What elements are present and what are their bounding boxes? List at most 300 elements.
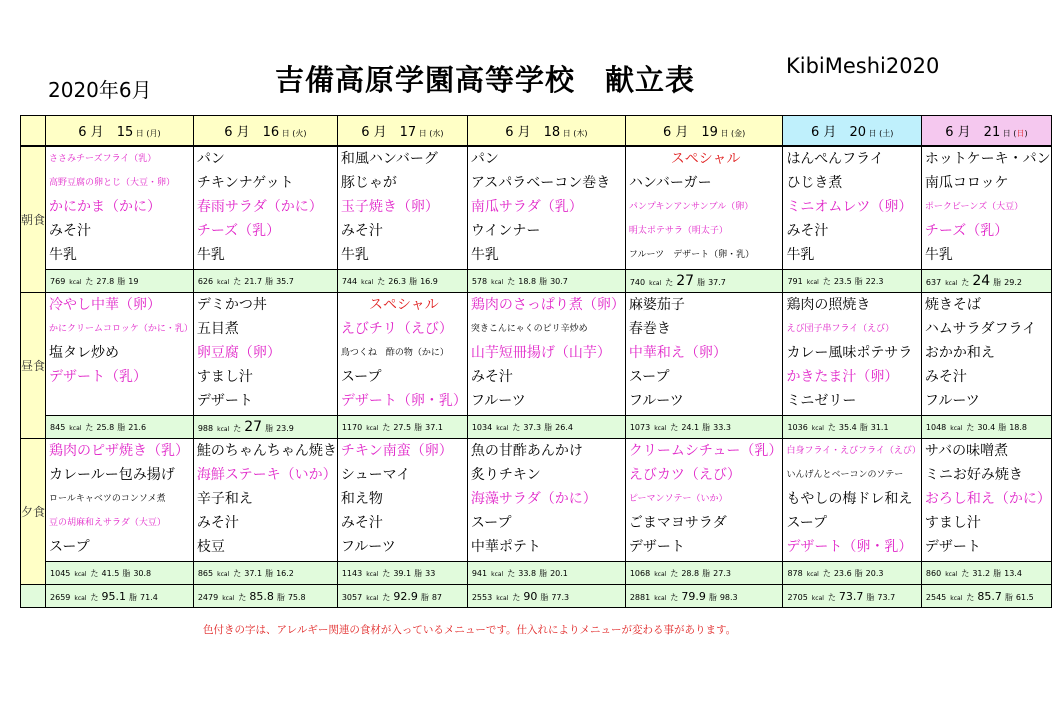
day-header: 6 月 18 日 (木) [467, 116, 625, 147]
protein-unit: た [512, 422, 521, 432]
fat-unit: 脂 [276, 592, 285, 602]
menu-item: スープ [340, 369, 382, 385]
brand-label: KibiMeshi2020 [786, 54, 940, 78]
weekday: 木 [576, 129, 585, 138]
fat-unit: 脂 [866, 592, 875, 602]
kcal-unit: kcal [945, 280, 958, 287]
fat-unit: 脂 [1004, 592, 1013, 602]
menu-item: えびカツ（えび） [628, 467, 741, 483]
menu-item: 山芋短冊揚げ（山芋） [470, 345, 611, 361]
day-number: 17 [399, 125, 417, 140]
fat-unit: 脂 [409, 276, 418, 286]
protein-unit: た [665, 278, 674, 287]
kcal-value: 1170 [341, 422, 363, 432]
kcal-unit: kcal [806, 570, 819, 578]
menu-item: 麻婆茄子 [628, 297, 685, 313]
menu-item: スープ [470, 515, 512, 531]
menu-cell [625, 146, 783, 270]
kcal-value: 1143 [341, 568, 363, 578]
menu-item: 牛乳 [924, 247, 953, 263]
protein-unit: た [822, 568, 831, 578]
menu-item: はんぺんフライ [786, 151, 884, 167]
menu-item: ポークビーンズ（大豆） [924, 202, 1024, 212]
protein-value: 37.3 [523, 422, 542, 432]
kcal-unit: kcal [950, 424, 963, 432]
year-month: 2020年6月 [48, 78, 152, 102]
menu-item [46, 389, 193, 413]
weekday: 水 [432, 129, 441, 138]
menu-item: おかか和え [924, 345, 995, 361]
menu-item: デミかつ丼 [196, 297, 267, 313]
protein-unit: た [966, 592, 975, 602]
protein-value: 21.7 [244, 276, 263, 286]
menu-item: 鶏肉のピザ焼き（乳） [49, 443, 190, 459]
menu-item: パンプキンアンサンブル（卵） [628, 202, 754, 212]
menu-item: すまし汁 [924, 515, 981, 531]
menu-cell [625, 293, 783, 416]
totals-label-cell [21, 585, 46, 608]
protein-unit: た [85, 422, 94, 432]
menu-item: シューマイ [340, 467, 411, 483]
menu-item: 春巻き [628, 321, 671, 337]
kcal-value: 578 [471, 276, 488, 286]
menu-item: みそ汁 [49, 223, 92, 239]
menu-item: もやしの梅ドレ和え [786, 491, 913, 507]
menu-item: かにかま（かに） [49, 199, 162, 215]
page-title: 吉備高原学園高等学校 献立表 [275, 63, 696, 97]
menu-item: みそ汁 [924, 369, 967, 385]
menu-item: ささみチーズフライ（乳） [49, 154, 157, 164]
totals-cell [46, 585, 194, 608]
menu-item: デザート（乳） [49, 369, 148, 385]
protein-value: 27.8 [96, 276, 115, 286]
protein-unit: た [382, 568, 391, 578]
kcal-value: 2881 [629, 592, 651, 602]
kcal-value: 988 [197, 424, 214, 433]
kcal-unit: kcal [217, 426, 230, 433]
fat-unit: 脂 [544, 422, 553, 432]
fat-unit: 脂 [859, 422, 868, 432]
protein-unit: た [233, 424, 242, 433]
menu-item: 和風ハンバーグ [340, 151, 438, 167]
menu-cell [337, 293, 467, 416]
fat-unit: 脂 [265, 568, 274, 578]
fat-unit: 脂 [420, 592, 429, 602]
menu-item: みそ汁 [340, 515, 383, 531]
fat-value: 98.3 [719, 592, 738, 602]
menu-cell [625, 439, 783, 562]
month: 6 [505, 125, 514, 140]
menu-item: 五目煮 [196, 321, 239, 337]
menu-item: 春雨サラダ（かに） [196, 199, 323, 215]
menu-item: 辛子和え [196, 491, 253, 507]
menu-cell [783, 439, 921, 562]
fat-unit: 脂 [265, 424, 274, 433]
fat-unit: 脂 [993, 568, 1002, 578]
protein-value: 24.1 [681, 422, 700, 432]
fat-value: 73.7 [877, 592, 896, 602]
menu-cell [921, 439, 1051, 562]
nutrition-cell [783, 270, 921, 293]
kcal-value: 860 [925, 568, 942, 578]
nutrition-cell [921, 270, 1051, 293]
nutrition-cell [783, 562, 921, 585]
menu-item: 炙りチキン [470, 467, 541, 483]
protein-value: 24 [972, 273, 991, 289]
protein-unit: た [382, 422, 391, 432]
fat-value: 30.7 [550, 276, 568, 286]
kcal-unit: kcal [69, 278, 82, 286]
kcal-unit: kcal [811, 424, 824, 432]
kcal-value: 1073 [629, 422, 651, 432]
menu-item: ごまマヨサラダ [628, 515, 727, 531]
kcal-unit: kcal [950, 594, 963, 602]
protein-unit: た [90, 568, 99, 578]
totals-cell [783, 585, 921, 608]
menu-item: アスパラベーコン巻き [470, 175, 611, 191]
nutrition-cell [193, 270, 337, 293]
fat-value: 20.1 [550, 568, 568, 578]
menu-item: かきたま汁（卵） [786, 369, 899, 385]
protein-value: 41.5 [101, 568, 120, 578]
menu-item: フルーツ [470, 393, 526, 409]
kcal-value: 740 [629, 278, 646, 287]
menu-item: カレー風味ポテサラ [786, 345, 913, 361]
menu-item: みそ汁 [196, 515, 239, 531]
fat-value: 29.2 [1004, 278, 1022, 287]
menu-item: スペシャル [368, 297, 439, 313]
menu-item: パン [196, 151, 225, 167]
menu-item: ミニお好み焼き [924, 467, 1023, 483]
kcal-value: 791 [787, 276, 803, 286]
menu-item: デザート [628, 539, 685, 555]
menu-item: カレールー包み揚げ [49, 467, 175, 483]
protein-value: 25.8 [96, 422, 115, 432]
menu-item: 中華ポテト [470, 539, 541, 555]
menu-item: クリームシチュー（乳） [628, 443, 783, 459]
menu-item: 豆の胡麻和えサラダ（大豆） [49, 518, 166, 528]
day-header: 6 月 17 日 (水) [337, 116, 467, 147]
fat-unit: 脂 [708, 592, 717, 602]
nutrition-cell [193, 416, 337, 439]
day-header: 6 月 15 日 (月) [46, 116, 194, 147]
fat-unit: 脂 [702, 568, 711, 578]
menu-item: チキン南蛮（卵） [340, 443, 453, 459]
protein-unit: た [382, 592, 391, 602]
protein-unit: た [377, 276, 386, 286]
kcal-unit: kcal [217, 570, 230, 578]
menu-item: 和え物 [340, 491, 383, 507]
menu-cell [467, 293, 625, 416]
totals-cell [193, 585, 337, 608]
menu-item: デザート（卵・乳） [340, 393, 467, 409]
month: 6 [662, 125, 672, 140]
menu-cell [193, 146, 337, 270]
fat-unit: 脂 [539, 568, 548, 578]
menu-item: 鮭のちゃんちゃん焼き [196, 443, 337, 459]
menu-item: スープ [786, 515, 828, 531]
menu-table [20, 115, 1052, 608]
fat-value: 37.1 [425, 422, 443, 432]
fat-unit: 脂 [702, 422, 711, 432]
protein-value: 33.8 [518, 568, 537, 578]
menu-item: フルーツ [924, 393, 980, 409]
protein-value: 85.7 [977, 589, 1002, 603]
kcal-value: 637 [925, 278, 942, 287]
menu-item: みそ汁 [470, 369, 513, 385]
fat-value: 20.3 [865, 568, 884, 578]
allergy-note: 色付きの字は、アレルギー関連の食材が入っているメニューです。仕入れによりメニューが変わる事があります。 [203, 624, 737, 636]
menu-cell [783, 293, 921, 416]
kcal-value: 1048 [925, 422, 947, 432]
menu-item: 冷やし中華（卵） [49, 297, 162, 313]
menu-item: 魚の甘酢あんかけ [470, 443, 583, 459]
menu-item: すまし汁 [196, 369, 253, 385]
kcal-unit: kcal [654, 424, 667, 432]
protein-value: 95.1 [101, 589, 126, 603]
day-number: 15 [116, 125, 134, 140]
protein-value: 35.4 [838, 422, 857, 432]
protein-unit: た [966, 422, 975, 432]
kcal-unit: kcal [945, 570, 958, 578]
protein-value: 79.9 [681, 589, 706, 603]
protein-unit: た [85, 276, 94, 286]
fat-value: 19 [128, 276, 139, 286]
protein-unit: た [233, 276, 242, 286]
kcal-value: 845 [50, 422, 66, 432]
day-number: 20 [849, 125, 866, 140]
kcal-value: 2659 [50, 592, 71, 602]
kcal-unit: kcal [496, 424, 509, 432]
protein-value: 31.2 [972, 568, 991, 578]
fat-value: 71.4 [140, 592, 158, 602]
menu-item: ひじき煮 [786, 175, 843, 191]
day-number: 16 [262, 125, 280, 140]
menu-item: 海藻サラダ（かに） [470, 491, 597, 507]
kcal-unit: kcal [654, 570, 667, 578]
month: 6 [811, 125, 820, 140]
menu-item: みそ汁 [340, 223, 383, 239]
protein-unit: た [961, 278, 970, 287]
protein-value: 27 [244, 419, 263, 435]
menu-item: おろし和え（かに） [924, 491, 1051, 507]
totals-cell [625, 585, 783, 608]
menu-item: いんげんとベーコンのソテー [786, 470, 904, 480]
fat-value: 75.8 [287, 592, 306, 602]
protein-value: 73.7 [838, 589, 864, 603]
menu-item: 枝豆 [196, 539, 225, 555]
menu-item: 南瓜サラダ（乳） [470, 199, 583, 215]
menu-cell [467, 146, 625, 270]
fat-unit: 脂 [697, 278, 706, 287]
protein-unit: た [961, 568, 970, 578]
protein-value: 30.4 [977, 422, 996, 432]
fat-unit: 脂 [998, 422, 1007, 432]
protein-value: 92.9 [393, 589, 418, 603]
menu-item: ウインナー [470, 223, 541, 239]
fat-value: 27.3 [713, 568, 731, 578]
menu-item: 卵豆腐（卵） [196, 345, 281, 361]
fat-value: 13.4 [1004, 568, 1022, 578]
protein-value: 28.8 [681, 568, 700, 578]
nutrition-cell [467, 270, 625, 293]
nutrition-cell [625, 270, 783, 293]
fat-value: 21.6 [128, 422, 147, 432]
menu-item: 鶏肉の照焼き [786, 297, 871, 313]
kcal-value: 2705 [787, 592, 808, 602]
kcal-unit: kcal [74, 570, 87, 578]
menu-item: ハンバーガー [628, 175, 712, 191]
menu-item: パン [470, 151, 499, 167]
meal-label: 朝食 [21, 146, 46, 293]
fat-unit: 脂 [117, 422, 126, 432]
menu-item: デザート [196, 393, 253, 409]
fat-value: 22.3 [865, 276, 884, 286]
menu-item: ロールキャベツのコンソメ煮 [49, 494, 166, 504]
fat-value: 26.4 [555, 422, 573, 432]
protein-unit: た [670, 592, 679, 602]
nutrition-cell [46, 270, 194, 293]
menu-item: ミニゼリー [786, 393, 857, 409]
menu-item: ピーマンソテー（いか） [628, 494, 728, 504]
fat-value: 35.7 [276, 276, 294, 286]
nutrition-cell [193, 562, 337, 585]
menu-item: フルーツ [340, 539, 396, 555]
menu-item: 豚じゃが [340, 175, 397, 191]
kcal-unit: kcal [74, 594, 87, 602]
menu-cell [193, 293, 337, 416]
fat-value: 31.1 [870, 422, 889, 432]
menu-cell [193, 439, 337, 562]
kcal-unit: kcal [491, 570, 504, 578]
weekday: 土 [882, 129, 891, 138]
menu-item: えび団子串フライ（えび） [786, 324, 895, 334]
fat-unit: 脂 [129, 592, 137, 602]
nutrition-cell [337, 416, 467, 439]
fat-value: 16.2 [276, 568, 294, 578]
protein-unit: た [507, 568, 516, 578]
fat-unit: 脂 [414, 422, 423, 432]
menu-item: みそ汁 [786, 223, 829, 239]
nutrition-cell [625, 562, 783, 585]
menu-cell [783, 146, 921, 270]
menu-cell [46, 146, 194, 270]
kcal-unit: kcal [496, 594, 509, 602]
totals-cell [337, 585, 467, 608]
kcal-unit: kcal [366, 424, 379, 432]
fat-value: 33 [425, 568, 436, 578]
menu-item: スペシャル [670, 151, 741, 167]
menu-item: ミニオムレツ（卵） [786, 199, 913, 215]
fat-unit: 脂 [414, 568, 423, 578]
weekday: 火 [295, 129, 304, 138]
menu-cell [337, 439, 467, 562]
protein-value: 18.8 [518, 276, 537, 286]
fat-value: 33.3 [713, 422, 731, 432]
kcal-unit: kcal [222, 594, 235, 602]
menu-item: 牛乳 [340, 247, 369, 263]
protein-unit: た [822, 276, 831, 286]
totals-cell [467, 585, 625, 608]
nutrition-cell [337, 270, 467, 293]
fat-value: 16.9 [420, 276, 438, 286]
weekday: 日 [1016, 129, 1025, 138]
menu-item: 玉子焼き（卵） [340, 199, 439, 215]
fat-value: 61.5 [1015, 592, 1034, 602]
kcal-unit: kcal [649, 280, 662, 287]
menu-item: 突きこんにゃくのピリ辛炒め [470, 324, 588, 334]
fat-unit: 脂 [122, 568, 131, 578]
kcal-value: 744 [341, 276, 358, 286]
meal-label: 昼食 [21, 293, 46, 439]
kcal-unit: kcal [366, 570, 379, 578]
fat-unit: 脂 [539, 276, 548, 286]
day-header: 6 月 16 日 (火) [193, 116, 337, 147]
nutrition-cell [467, 416, 625, 439]
fat-unit: 脂 [993, 278, 1002, 287]
menu-item: 中華和え（卵） [628, 345, 727, 361]
kcal-value: 1036 [787, 422, 808, 432]
menu-item: 高野豆腐の卵とじ（大豆・卵） [49, 178, 176, 188]
protein-unit: た [512, 592, 521, 602]
fat-value: 87 [431, 592, 443, 602]
protein-value: 23.5 [833, 276, 852, 286]
month: 6 [78, 125, 87, 140]
menu-item: ホットケーキ・パン [924, 151, 1051, 167]
kcal-value: 2553 [471, 592, 493, 602]
protein-unit: た [827, 422, 836, 432]
menu-item: 牛乳 [196, 247, 225, 263]
menu-item: 焼きそば [924, 297, 981, 313]
menu-item: チーズ（乳） [924, 223, 1009, 239]
kcal-value: 1045 [50, 568, 71, 578]
nutrition-cell [921, 562, 1051, 585]
menu-item: 塩タレ炒め [49, 345, 120, 361]
menu-cell [46, 293, 194, 416]
kcal-unit: kcal [217, 278, 230, 286]
protein-unit: た [238, 592, 247, 602]
menu-item: 海鮮ステーキ（いか） [196, 467, 337, 483]
fat-unit: 脂 [854, 568, 863, 578]
menu-item: 明太ポテサラ（明太子） [628, 226, 728, 236]
menu-item: 白身フライ・えびフライ（えび） [786, 446, 921, 456]
fat-value: 37.7 [708, 278, 726, 287]
protein-unit: た [233, 568, 242, 578]
fat-value: 77.3 [551, 592, 570, 602]
nutrition-cell [337, 562, 467, 585]
menu-item: スープ [628, 369, 670, 385]
menu-item: スープ [49, 539, 90, 555]
protein-unit: た [670, 568, 679, 578]
protein-value: 37.1 [244, 568, 263, 578]
nutrition-cell [783, 416, 921, 439]
menu-item: サバの味噌煮 [924, 443, 1009, 459]
kcal-unit: kcal [361, 278, 374, 286]
menu-item: チキンナゲット [196, 175, 294, 191]
fat-unit: 脂 [540, 592, 549, 602]
kcal-value: 878 [787, 568, 803, 578]
menu-item: フルーツ デザート（卵・乳） [628, 250, 755, 260]
month: 6 [945, 125, 954, 140]
kcal-value: 941 [471, 568, 488, 578]
kcal-unit: kcal [491, 278, 504, 286]
month: 6 [224, 125, 233, 140]
protein-unit: た [670, 422, 679, 432]
corner-cell [21, 116, 46, 147]
menu-item: 牛乳 [786, 247, 815, 263]
menu-item: かにクリームコロッケ（かに・乳） [49, 324, 193, 334]
meal-label: 夕食 [21, 439, 46, 585]
